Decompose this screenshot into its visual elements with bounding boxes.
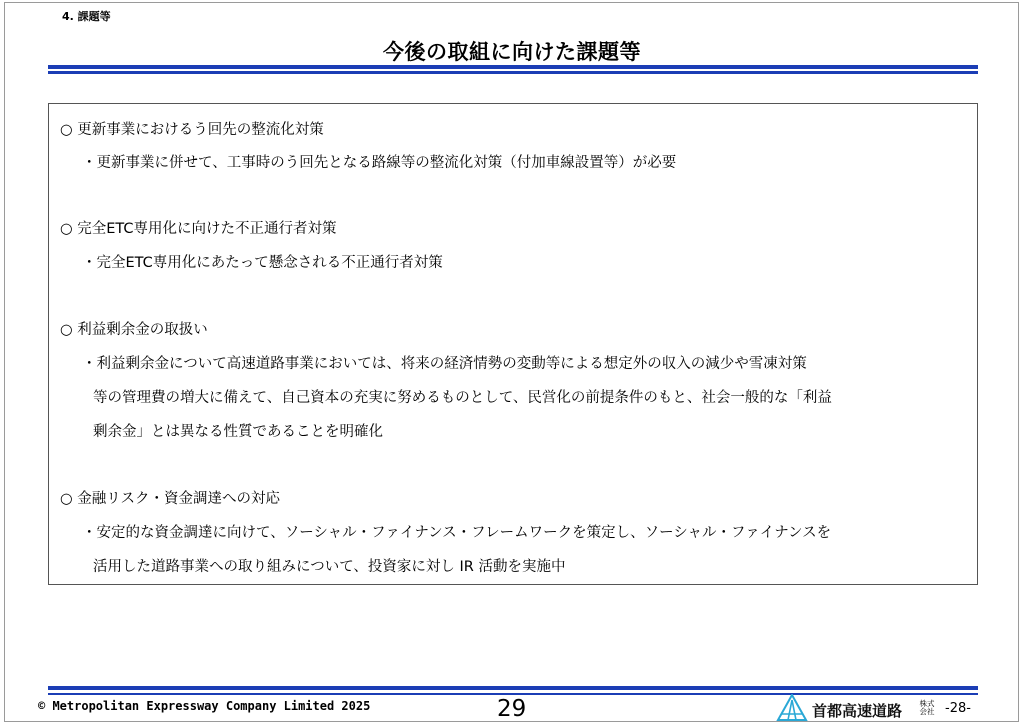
item4-body-line2: 活用した道路事業への取り組みについて、投資家に対し IR 活動を実施中	[93, 559, 566, 575]
item3-body-line3: 剰余金」とは異なる性質であることを明確化	[93, 424, 383, 440]
item3-heading: ○ 利益剰余金の取扱い	[60, 322, 208, 338]
company-suffix	[918, 700, 936, 716]
item1-body: ・更新事業に併せて、工事時のう回先となる路線等の整流化対策（付加車線設置等）が必要	[82, 155, 677, 171]
company-name: 首都高速道路	[812, 702, 903, 720]
item3-body-line2: 等の管理費の増大に備えて、自己資本の充実に努めるものとして、民営化の前提条件のもと、社会一般的な「利益	[93, 390, 832, 406]
company-suffix-top: 株式	[919, 699, 935, 708]
page-title: 今後の取組に向けた課題等	[383, 40, 641, 64]
item1-heading: ○ 更新事業におけるう回先の整流化対策	[60, 122, 324, 138]
section-label: 4. 課題等	[62, 10, 111, 23]
footer-divider	[48, 686, 978, 690]
item4-body-line1: ・安定的な資金調達に向けて、ソーシャル・ファイナンス・フレームワークを策定し、ソーシャル・ファイナンスを	[82, 525, 832, 541]
page-number: 29	[497, 696, 527, 722]
item2-body: ・完全ETC専用化にあたって懸念される不正通行者対策	[82, 255, 443, 271]
item3-body-line1: ・利益剰余金について高速道路事業においては、将来の経済情勢の変動等による想定外の収入の減少や雪凍対策	[82, 356, 807, 372]
sub-page-number: -28-	[945, 701, 971, 716]
title-divider	[48, 65, 978, 71]
copyright-text: © Metropolitan Expressway Company Limited 2025	[38, 699, 371, 713]
company-suffix-bottom: 会社	[919, 707, 935, 716]
content-box	[48, 103, 978, 585]
item4-heading: ○ 金融リスク・資金調達への対応	[60, 491, 280, 507]
item2-heading: ○ 完全ETC専用化に向けた不正通行者対策	[60, 221, 337, 237]
expressway-logo-icon	[776, 694, 808, 722]
